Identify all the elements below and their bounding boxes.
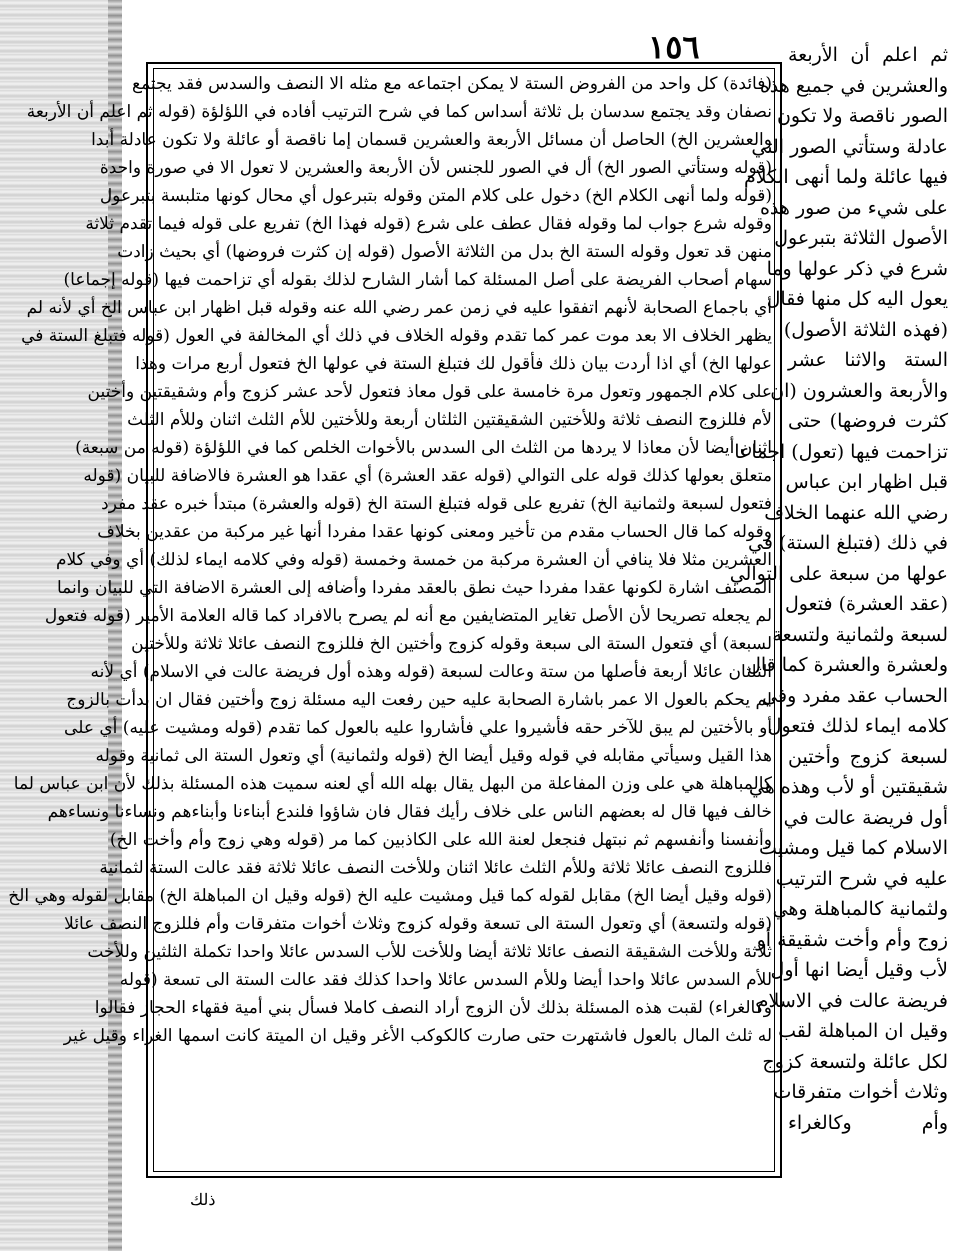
commentary-line: منهن قد تعول وقوله الستة الخ بدل من الثلاثة الأصول (قوله إن كثرت فروضها) أي بحيث زادت — [117, 242, 772, 262]
commentary-line: والعشرين الخ) الحاصل أن مسائل الأربعة والعشرين قسمان إما ناقصة أو عائلة ولا تكون عادلة أبدا — [91, 130, 772, 150]
margin-line: رضي الله عنهما الخلاف — [764, 501, 948, 524]
margin-line: عادلة وستأتي الصور التي — [751, 135, 948, 158]
commentary-line: (قوله ولما أنهى الكلام الخ) دخول على كلام المتن وقوله بتبرعول أي محال كونها متلبسة بتبرعول — [99, 186, 772, 206]
margin-commentary — [729, 40, 948, 1150]
commentary-body — [8, 70, 772, 1170]
margin-line: ولعشرة والعشرة كما قال — [747, 654, 948, 676]
commentary-line: لم يجعله تصريحا لأن الأصل تغاير المتضايفين مع أنه لم يصرح بالافراد كما قاله العلامة الأمير (قوله فتعول — [44, 606, 772, 626]
commentary-line: المصنف اشارة لكونها عقدا مفردا حيث نطق بالعقد مفردا وأضافه إلى العشرة الاضافة التي للبيان وانما — [56, 578, 772, 598]
margin-line: يعول اليه كل منها فقال — [766, 288, 948, 310]
commentary-line: ثلاثة وللأخت الشقيقة النصف عائلا ثلاثة أيضا وللأخت للأب السدس عائلا واحدا تكملة الثلثين وللأخت — [87, 942, 772, 962]
margin-line: الصور ناقصة ولا تكون — [776, 105, 948, 127]
margin-line: كلامه ايماء لذلك فتعول — [767, 715, 948, 737]
margin-line: (عقد العشرة) فتعول — [784, 593, 948, 615]
commentary-line: الثلثان عائلا أربعة فأصلها من ستة وعالت لسبعة (قوله وهذه أول فريضة عالت في الاسلام) أي لأنه — [90, 662, 772, 682]
margin-line: قبل اظهار ابن عباس — [785, 471, 948, 493]
margin-line: الحساب عقد مفرد وفي — [762, 684, 948, 707]
commentary-line: لم يحكم بالعول الا عمر باشارة الصحابة عليه حين رفعت اليه مسئلة زوج وأختين فقال ان بدأت بالزوج — [66, 690, 772, 710]
margin-line: ولثمانية كالمباهلة وهي — [772, 898, 948, 920]
commentary-line: كالمباهلة هي على وزن المفاعلة من البهل يقال بهله الله أي لعنه سميت هذه المسئلة بذلك لأن ابن عباس لما — [13, 774, 772, 794]
commentary-line: وكالغراء) لقبت هذه المسئلة بذلك لأن الزوج أراد النصف كاملا فسأل بني أمية فقهاء الحجاز فقالوا — [94, 998, 772, 1018]
catchword: ذلك — [190, 1190, 216, 1209]
commentary-line: (قوله وقيل أيضا الخ) مقابل لقوله كما قيل ومشيت عليه الخ (قوله وقيل ان المباهلة الخ) مقابل لقوله وهي الخ — [8, 886, 772, 906]
commentary-line: على كلام الجمهور وتعول مرة خامسة على قول معاذ فتعول لأحد عشر كزوج وأم وشقيقتين وأختين — [87, 382, 772, 402]
margin-line: فيها عائلة ولما أنهى الكلام — [744, 166, 948, 188]
margin-line: (فهذه الثلاثة الأصول) — [783, 318, 948, 341]
commentary-line: فتعول لسبعة ولثمانية الخ) تفريع على قوله فتبلغ الستة الخ (قوله والعشرة) مبتدأ خبره عقد مفرد — [101, 494, 772, 514]
margin-line: فريضة عالت في الاسلام — [756, 989, 948, 1012]
commentary-line: له ثلث المال بالعول فاشتهرت حتى صارت كالكوكب الأغر وقيل ان الميتة كانت اسمها الغراء وقيل غير — [63, 1026, 772, 1046]
commentary-line: لسبعة) أي فتعول الستة الى سبعة وقوله كزوج وأختين الخ فللزوج النصف عائلا ثلاثة وللأختين — [131, 634, 772, 654]
margin-line: كثرت فروضها) حتى — [788, 410, 948, 432]
commentary-line: وقوله شرع جواب لما وقوله فقال عطف على شرع (قوله فهذا الخ) تفريع على قوله فيما تقدم ثلاثة — [85, 214, 772, 234]
margin-line: زوج وأم وأخت شقيقة أو — [756, 928, 948, 951]
margin-line: لسبعة ولثمانية ولتسعة — [772, 623, 948, 646]
margin-line: وقيل ان المباهلة لقب — [778, 1020, 948, 1042]
commentary-line: وقوله كما قال الحساب مقدم من تأخير ومعنى كونها عقدا مفردا أنها غير مركبة من عقدين بخلاف — [97, 522, 772, 542]
commentary-line: العشرين مثلا فلا ينافي أن العشرة مركبة من خمسة وخمسة (قوله وفي كلامه ايماء لذلك) أي وفي كلام — [55, 550, 772, 570]
commentary-line: فللزوج النصف عائلا ثلاثة وللأم الثلث عائلا اثنان وللأخت النصف عائلا ثلاثة فقد عالت الستة لثمانية — [99, 858, 772, 878]
margin-line: شقيقتين أو لأب وهذه هي — [748, 776, 948, 798]
margin-line: عولها من سبعة على التوالي — [729, 562, 948, 585]
margin-line: الستة والاثنا عشر — [788, 349, 948, 371]
margin-line: الاسلام كما قيل ومشيت — [759, 837, 948, 859]
commentary-line: نصفان وقد يجتمع سدسان بل ثلاثة أسداس كما في شرح الترتيب أفاده في اللؤلؤة (قوله ثم اعلم أن الأربعة — [26, 102, 772, 122]
commentary-line: اثنان أيضا لأن معاذا لا يردها من الثلث الى السدس بالأخوات الخلص كما في اللؤلؤة (قوله من سبعة) — [75, 438, 772, 458]
margin-line: لسبعة كزوج وأختين — [788, 745, 948, 768]
main-text-frame — [8, 62, 782, 1178]
margin-line: والعشرين في جميع هذه — [759, 74, 948, 97]
margin-line: ثم اعلم أن الأربعة — [788, 44, 948, 66]
commentary-line: سهام أصحاب الفريضة على أصل المسئلة كما أشار الشارح لذلك بقوله أي تزاحمت فيها (قوله إجماعا) — [63, 270, 772, 290]
margin-line: في ذلك (فتبلغ الستة) في — [748, 532, 948, 554]
margin-line: أول فريضة عالت في — [783, 806, 948, 829]
margin-line: لأب وقيل أيضا انها أول — [770, 959, 948, 981]
margin-line: الأصول الثلاثة بتبرعول — [774, 227, 948, 249]
commentary-line: يظهر الخلاف الا بعد موت عمر كما تقدم وقوله الخلاف في ذلك أي المخالفة في العول (قوله فتبلغ الستة في — [21, 326, 772, 346]
margin-line: على شيء من صور هذه — [759, 196, 948, 219]
commentary-line: لأم فللزوج النصف ثلاثة وللأختين الشقيقتين الثلثان أربعة وللأختين للأم الثلث اثنان وللأم الثلث — [127, 410, 772, 430]
commentary-line: أي باجماع الصحابة لأنهم اتفقوا عليه في زمن عمر رضي الله عنه وقوله قبل اظهار ابن عباس الخ أي لأنه لم — [26, 298, 772, 318]
margin-line: لكل عائلة ولتسعة كزوج — [762, 1050, 948, 1073]
commentary-line: (قوله ولتسعة) أي وتعول الستة الى تسعة وقوله كزوج وثلاث أخوات متفرقات وأم فللزوج النصف عائلا — [64, 914, 772, 934]
margin-line: وأم وكالغراء — [788, 1111, 948, 1134]
margin-line: عليه في شرح الترتيب — [775, 867, 948, 890]
commentary-line: هذا القيل وسيأتي مقابله في قوله وقيل أيضا الخ (قوله ولثمانية) أي وتعول الستة الى ثمانية وقوله — [95, 746, 772, 766]
commentary-line: متعلق بعولها كذلك قوله على التوالي (قوله عقد العشرة) أي عقدا هو العشرة فالاضافة للبيان (قوله — [83, 466, 772, 486]
margin-line: والأربعة والعشرون (ان — [770, 379, 948, 402]
commentary-line: عولها الخ) أي اذا أردت بيان ذلك فأقول لك فتبلغ الستة في عولها الخ فتعول أربع مرات وهذا — [135, 354, 772, 374]
commentary-line: وأنفسنا وأنفسهم ثم نبتهل فنجعل لعنة الله على الكاذبين كما مر (قوله وهي زوج وأم وأخت الخ) — [109, 830, 772, 850]
commentary-line: أو بالأختين لم يبق للآخر حقه فأشيروا علي فأشاروا عليه بالعول كما تقدم (قوله ومشيت عليه) أي على — [64, 718, 772, 738]
margin-line: وثلاث أخوات متفرقات — [773, 1081, 948, 1103]
page-number: ١٥٦ — [648, 28, 700, 66]
commentary-line: (فائدة) كل واحد من الفروض الستة لا يمكن اجتماعه مع مثله الا النصف والسدس فقد يجتمع — [132, 74, 772, 94]
commentary-line: للأم السدس عائلا واحدا أيضا وللأم السدس عائلا واحدا كذلك فقد عالت الستة الى تسعة (قوله — [119, 970, 772, 990]
commentary-line: خالف فيها قال له بعضهم الناس على خلاف رأيك فقال فان شاؤوا فلندع أبناءنا وأبناءهم ونساءنا ونساءهم — [47, 802, 772, 822]
commentary-line: (قوله وستأتي الصور الخ) أل في الصور للجنس لأن الأربعة والعشرين لا تعول الا في صورة واحدة — [99, 158, 772, 178]
margin-line: شرع في ذكر عولها وما — [766, 257, 948, 280]
margin-line: تزاحمت فيها (تعول) اجماعا — [734, 440, 948, 463]
